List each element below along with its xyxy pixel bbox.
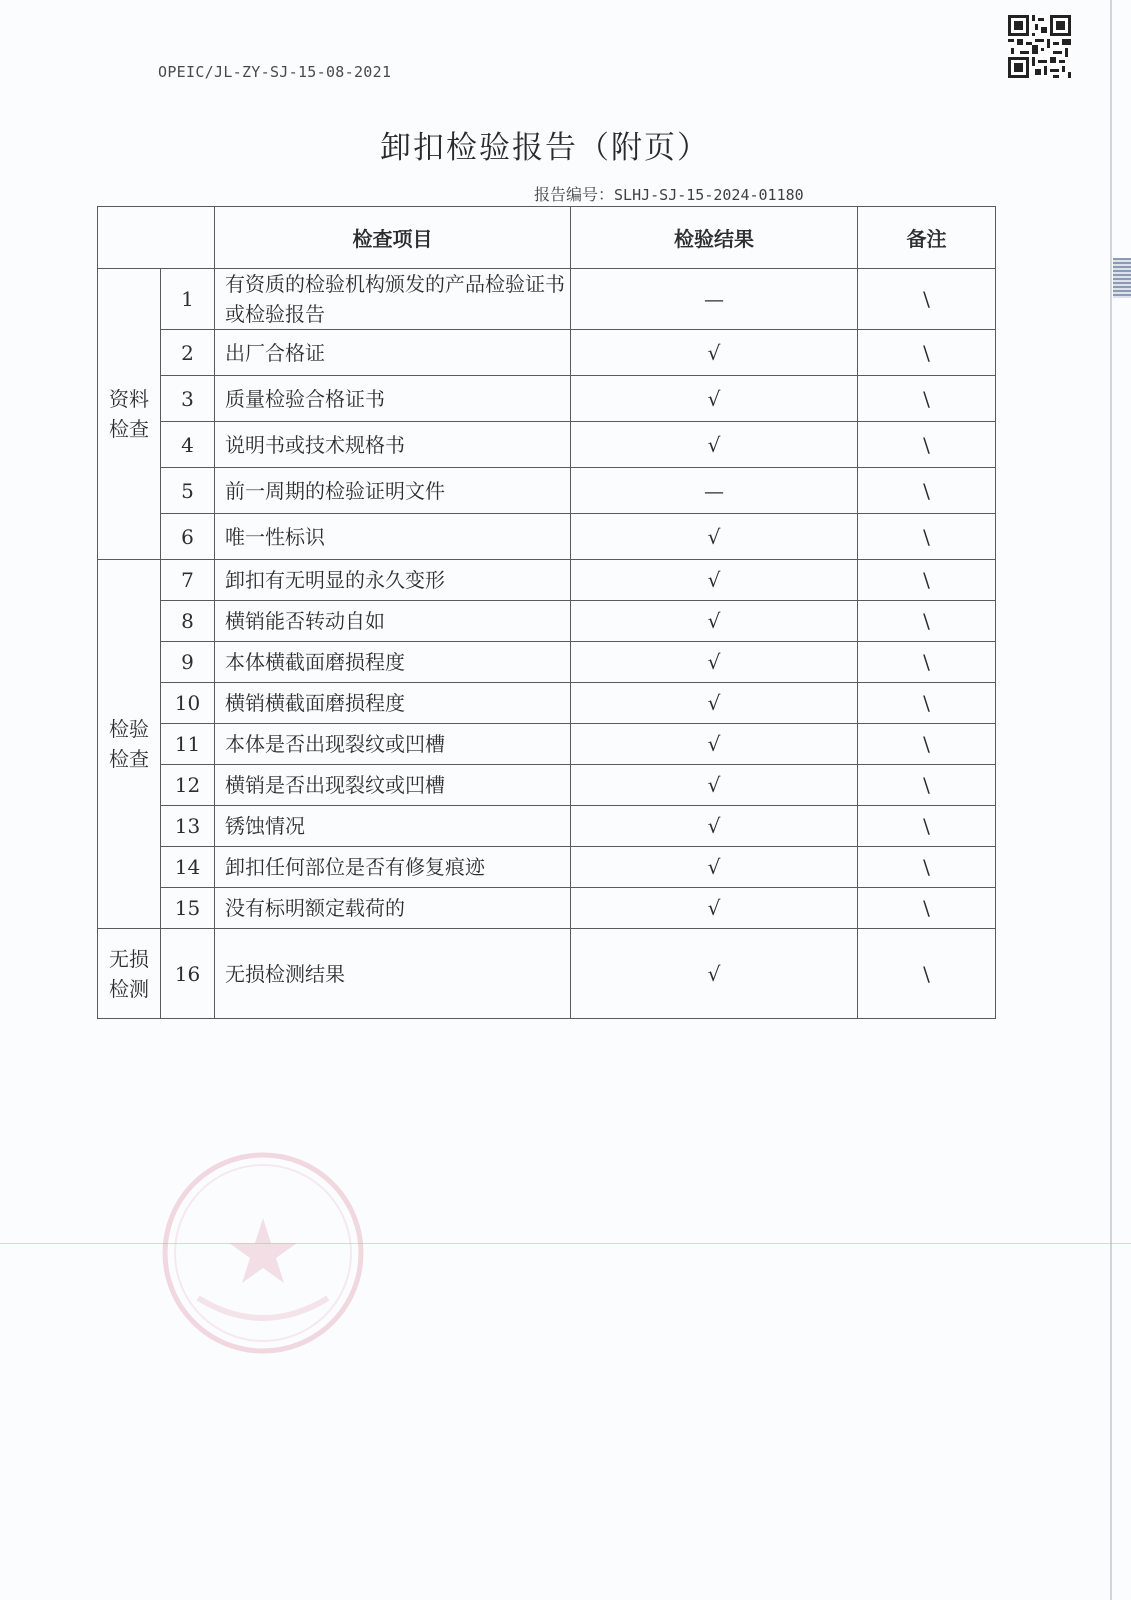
row-item: 无损检测结果 [215,929,571,1019]
row-remark: \ [858,724,996,765]
row-number: 3 [161,376,215,422]
row-result: √ [571,642,858,683]
row-number: 11 [161,724,215,765]
qr-code-icon [1008,15,1071,78]
category-docs [98,269,161,560]
row-item: 横销能否转动自如 [215,601,571,642]
category-docs-line2: 检查 [109,417,149,441]
table-row [98,468,996,514]
row-item: 卸扣有无明显的永久变形 [215,560,571,601]
row-number: 16 [161,929,215,1019]
table-row [98,560,996,601]
category-inspect [98,560,161,929]
form-code: OPEIC/JL-ZY-SJ-15-08-2021 [158,63,392,81]
page-title: 卸扣检验报告（附页） [380,130,710,166]
row-item: 有资质的检验机构颁发的产品检验证书或检验报告 [215,269,571,330]
col-header-result: 检验结果 [571,207,858,269]
table-row [98,269,996,330]
table-row [98,683,996,724]
row-item: 唯一性标识 [215,514,571,560]
row-remark: \ [858,642,996,683]
row-number: 9 [161,642,215,683]
table-row [98,929,996,1019]
row-item: 前一周期的检验证明文件 [215,468,571,514]
category-ndt-line1: 无损 [109,946,149,971]
row-result: √ [571,765,858,806]
row-item: 锈蚀情况 [215,806,571,847]
header-blank-cell [98,207,215,269]
row-result: √ [571,929,858,1019]
row-result: — [571,269,858,330]
row-remark: \ [858,468,996,514]
row-number: 6 [161,514,215,560]
row-number: 13 [161,806,215,847]
row-item: 横销是否出现裂纹或凹槽 [215,765,571,806]
table-row [98,847,996,888]
row-result: √ [571,330,858,376]
col-header-item: 检查项目 [215,207,571,269]
row-number: 4 [161,422,215,468]
category-inspect-line2: 检查 [109,747,149,771]
row-number: 8 [161,601,215,642]
row-number: 12 [161,765,215,806]
table-row [98,765,996,806]
row-result: √ [571,683,858,724]
row-remark: \ [858,601,996,642]
row-number: 2 [161,330,215,376]
scan-artifact-line [0,1243,1131,1244]
report-number [534,182,804,205]
row-result: √ [571,376,858,422]
row-number: 5 [161,468,215,514]
report-number-label: 报告编号： [534,185,615,204]
row-item: 没有标明额定载荷的 [215,888,571,929]
row-result: √ [571,514,858,560]
row-number: 14 [161,847,215,888]
inspection-table [97,206,996,1019]
row-remark: \ [858,806,996,847]
row-number: 15 [161,888,215,929]
row-number: 1 [161,269,215,330]
row-remark: \ [858,330,996,376]
row-item: 说明书或技术规格书 [215,422,571,468]
row-item: 质量检验合格证书 [215,376,571,422]
scan-edge [1110,0,1112,1600]
table-row [98,514,996,560]
row-result: √ [571,724,858,765]
row-remark: \ [858,376,996,422]
row-result: √ [571,601,858,642]
table-row [98,806,996,847]
row-item: 卸扣任何部位是否有修复痕迹 [215,847,571,888]
row-item: 本体是否出现裂纹或凹槽 [215,724,571,765]
row-item: 出厂合格证 [215,330,571,376]
table-row [98,422,996,468]
row-remark: \ [858,847,996,888]
official-seal-stamp [158,1148,368,1358]
row-remark: \ [858,683,996,724]
row-remark: \ [858,765,996,806]
row-number: 7 [161,560,215,601]
row-result: √ [571,422,858,468]
row-remark: \ [858,514,996,560]
category-inspect-line1: 检验 [109,717,149,741]
row-result: — [571,468,858,514]
row-remark: \ [858,269,996,330]
table-row [98,642,996,683]
table-header-row [98,207,996,269]
report-number-value: SLHJ-SJ-15-2024-01180 [614,186,804,204]
table-row [98,601,996,642]
scan-mark [1113,258,1131,298]
row-result: √ [571,847,858,888]
category-docs-line1: 资料 [109,387,149,411]
category-ndt-line2: 检测 [109,976,149,1001]
row-item: 本体横截面磨损程度 [215,642,571,683]
table-row [98,330,996,376]
row-item: 横销横截面磨损程度 [215,683,571,724]
row-remark: \ [858,929,996,1019]
table-row [98,724,996,765]
row-remark: \ [858,422,996,468]
row-number: 10 [161,683,215,724]
row-result: √ [571,560,858,601]
category-ndt [98,929,161,1019]
row-remark: \ [858,888,996,929]
row-result: √ [571,806,858,847]
table-row [98,888,996,929]
row-remark: \ [858,560,996,601]
table-row [98,376,996,422]
col-header-remark: 备注 [858,207,996,269]
row-result: √ [571,888,858,929]
